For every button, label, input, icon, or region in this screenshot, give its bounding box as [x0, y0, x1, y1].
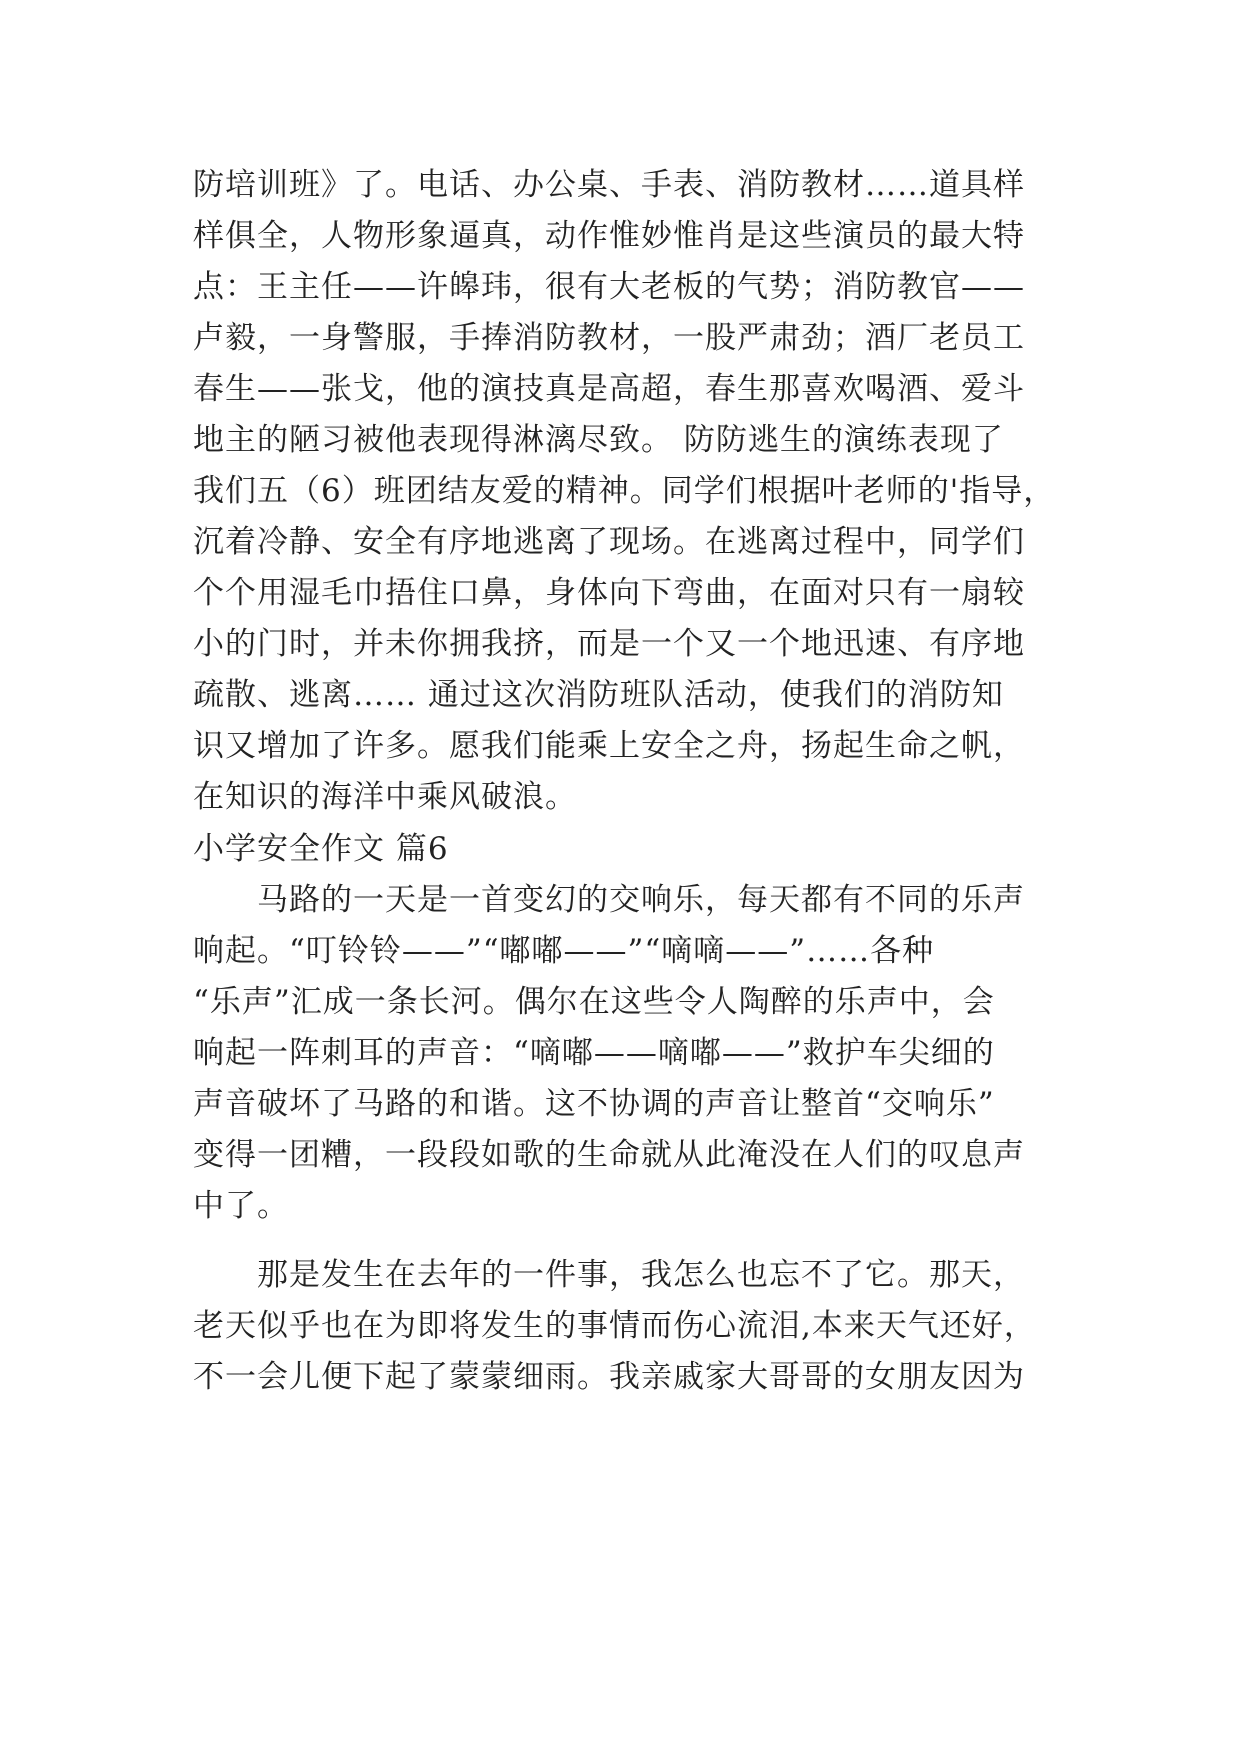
text-line: 马路的一天是一首变幻的交响乐，每天都有不同的乐声	[257, 882, 1025, 918]
text-line: 声音破坏了马路的和谐。这不协调的声音让整首“交响乐”	[193, 1086, 995, 1122]
text-line: 那是发生在去年的一件事，我怎么也忘不了它。那天，	[257, 1257, 1025, 1293]
text-line: 沉着冷静、安全有序地逃离了现场。在逃离过程中，同学们	[193, 524, 1025, 560]
text-line: 变得一团糟，一段段如歌的生命就从此淹没在人们的叹息声	[193, 1137, 1025, 1173]
text-line: 中了。	[193, 1188, 289, 1224]
text-line: 老天似乎也在为即将发生的事情而伤心流泪,本来天气还好，	[193, 1308, 1036, 1344]
document-body	[193, 160, 1073, 1403]
text-line: 不一会儿便下起了蒙蒙细雨。我亲戚家大哥哥的女朋友因为	[193, 1359, 1025, 1395]
text-line: 响起。“叮铃铃——”“嘟嘟——”“嘀嘀——”……各种	[193, 933, 935, 969]
text-line: 响起一阵刺耳的声音：“嘀嘟——嘀嘟——”救护车尖细的	[193, 1035, 995, 1071]
text-line: 我们五（6）班团结友爱的精神。同学们根据叶老师的'指导，	[193, 473, 1056, 509]
text-line: 疏散、逃离…… 通过这次消防班队活动，使我们的消防知	[193, 677, 1004, 713]
intro-paragraph	[193, 160, 1073, 823]
text-line: “乐声”汇成一条长河。偶尔在这些令人陶醉的乐声中，会	[193, 984, 995, 1020]
paragraph-2	[193, 1250, 1073, 1403]
text-line: 个个用湿毛巾捂住口鼻，身体向下弯曲，在面对只有一扇较	[193, 575, 1025, 611]
paragraph-1	[193, 875, 1073, 1232]
text-line: 小的门时，并未你拥我挤，而是一个又一个地迅速、有序地	[193, 626, 1025, 662]
text-line: 防培训班》了。电话、办公桌、手表、消防教材……道具样	[193, 167, 1025, 203]
text-line: 在知识的海洋中乘风破浪。	[193, 779, 577, 815]
text-line: 地主的陋习被他表现得淋漓尽致。 防防逃生的演练表现了	[193, 422, 1004, 458]
paragraph-spacer	[193, 1232, 1073, 1250]
text-line: 点：王主任——许皞玮，很有大老板的气势；消防教官——	[193, 269, 1025, 305]
section-heading: 小学安全作文 篇6	[193, 831, 449, 867]
text-line: 卢毅，一身警服，手捧消防教材，一股严肃劲；酒厂老员工	[193, 320, 1025, 356]
text-line: 样俱全，人物形象逼真，动作惟妙惟肖是这些演员的最大特	[193, 218, 1025, 254]
text-line: 识又增加了许多。愿我们能乘上安全之舟，扬起生命之帆，	[193, 728, 1025, 764]
text-line: 春生——张戈，他的演技真是高超，春生那喜欢喝酒、爱斗	[193, 371, 1025, 407]
